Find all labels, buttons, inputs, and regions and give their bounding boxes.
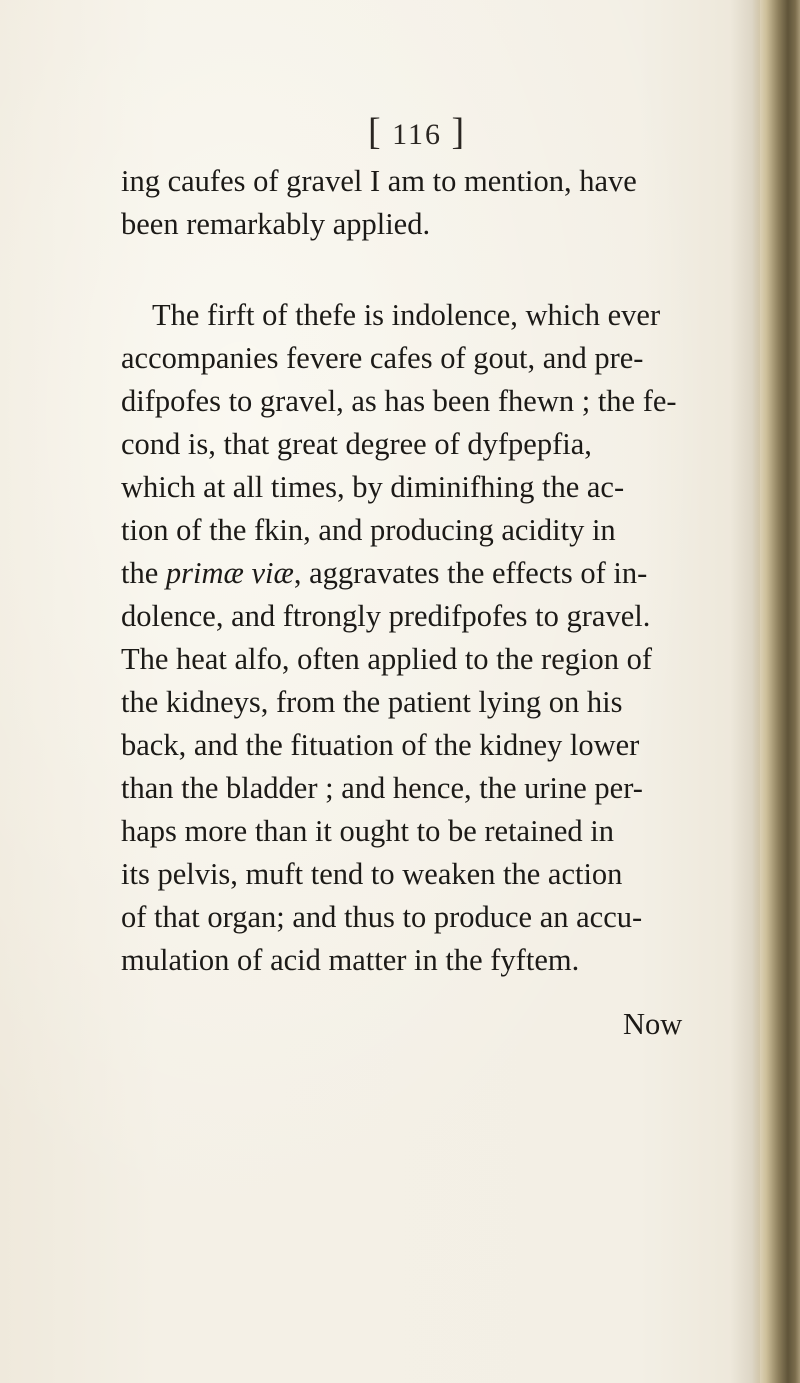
text-line: which at all times, by diminifhing the ac-: [121, 470, 625, 504]
text-line: cond is, that great degree of dyfpepfia,: [121, 427, 592, 461]
text-line: accompanies fevere cafes of gout, and pre-: [121, 341, 644, 375]
text-line: haps more than it ought to be retained in: [121, 814, 614, 848]
text-line: been remarkably applied.: [121, 207, 431, 241]
text-line: of that organ; and thus to produce an accu-: [121, 900, 643, 934]
text-segment: , aggravates the effects of in-: [293, 556, 648, 590]
text-line-with-italic: [121, 552, 751, 595]
text-line: tion of the fkin, and producing acidity in: [121, 513, 616, 547]
text-line: The heat alfo, often applied to the region of: [121, 642, 653, 676]
text-line: than the bladder ; and hence, the urine per-: [121, 771, 643, 805]
page-number-value: 116: [392, 118, 443, 151]
text-segment: the: [121, 556, 166, 590]
book-gutter: [752, 0, 800, 1383]
text-line: back, and the fituation of the kidney lower: [121, 728, 640, 762]
text-line: The firft of thefe is indolence, which ever: [152, 298, 661, 332]
text-line: its pelvis, muft tend to weaken the action: [121, 857, 623, 891]
catchword: Now: [623, 1007, 683, 1041]
text-line: difpofes to gravel, as has been fhewn ; the fe-: [121, 384, 677, 418]
text-line: ing caufes of gravel I am to mention, have: [121, 164, 637, 198]
text-line: mulation of acid matter in the fyftem.: [121, 943, 580, 977]
italic-phrase: primæ viæ: [165, 556, 294, 590]
body-text: [121, 160, 751, 982]
page-number: [ 116 ]: [368, 111, 467, 153]
text-line: dolence, and ftrongly predifpofes to gravel.: [121, 599, 651, 633]
text-line: the kidneys, from the patient lying on his: [121, 685, 623, 719]
